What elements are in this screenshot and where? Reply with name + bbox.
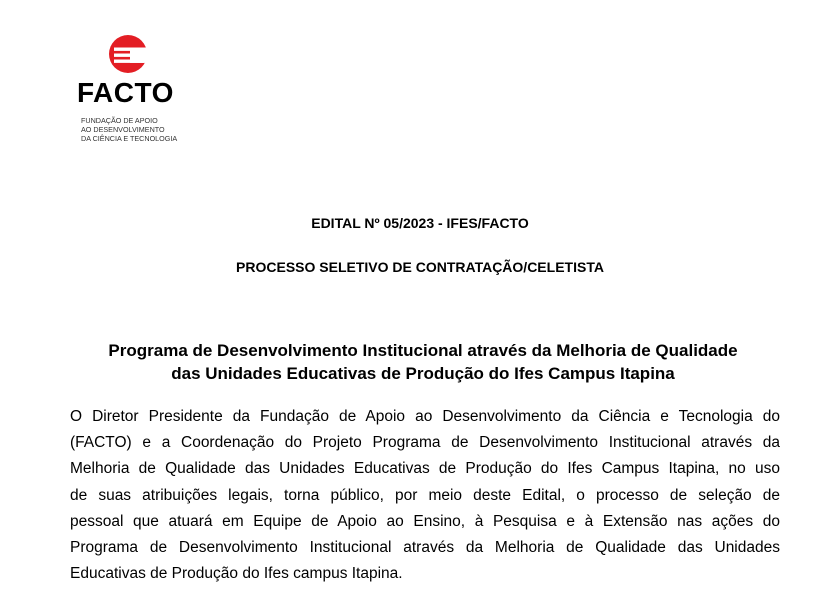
logo-subtitle-line: FUNDAÇÃO DE APOIO (81, 116, 158, 125)
body-line: Educativas de Produção do Ifes campus Itapina. (70, 565, 403, 583)
programa-title-line: das Unidades Educativas de Produção do Ifes Campus Itapina (171, 364, 675, 383)
body-paragraph (70, 404, 780, 587)
body-line: O Diretor Presidente da Fundação de Apoio ao Desenvolvimento da Ciência e Tecnologia do (70, 408, 780, 425)
logo-subtitle-line: AO DESENVOLVIMENTO (81, 125, 165, 134)
logo-subtitle-line: DA CIÊNCIA E TECNOLOGIA (81, 134, 178, 143)
body-line: de suas atribuições legais, torna público, por meio deste Edital, o processo de seleção de (70, 486, 780, 504)
facto-logo-icon (108, 34, 148, 74)
logo-wordmark: FACTO (77, 77, 174, 108)
programa-title-line: Programa de Desenvolvimento Institucional através da Melhoria de Qualidade (108, 341, 738, 360)
processo-title: PROCESSO SELETIVO DE CONTRATAÇÃO/CELETISTA (236, 259, 604, 275)
body-line: Programa de Desenvolvimento Institucional através da Melhoria de Qualidade das Unidades (70, 538, 780, 556)
body-line: pessoal que atuará em Equipe de Apoio ao Ensino, à Pesquisa e à Extensão nas ações do (70, 512, 780, 530)
facto-logo (64, 34, 214, 154)
edital-title: EDITAL Nº 05/2023 - IFES/FACTO (311, 215, 529, 231)
body-line: (FACTO) e a Coordenação do Projeto Programa de Desenvolvimento Institucional através da (70, 434, 780, 452)
logo-subtitle (81, 116, 177, 143)
programa-title (0, 339, 840, 385)
body-line: Melhoria de Qualidade das Unidades Educativas de Produção do Ifes Campus Itapina, no uso (70, 460, 780, 478)
